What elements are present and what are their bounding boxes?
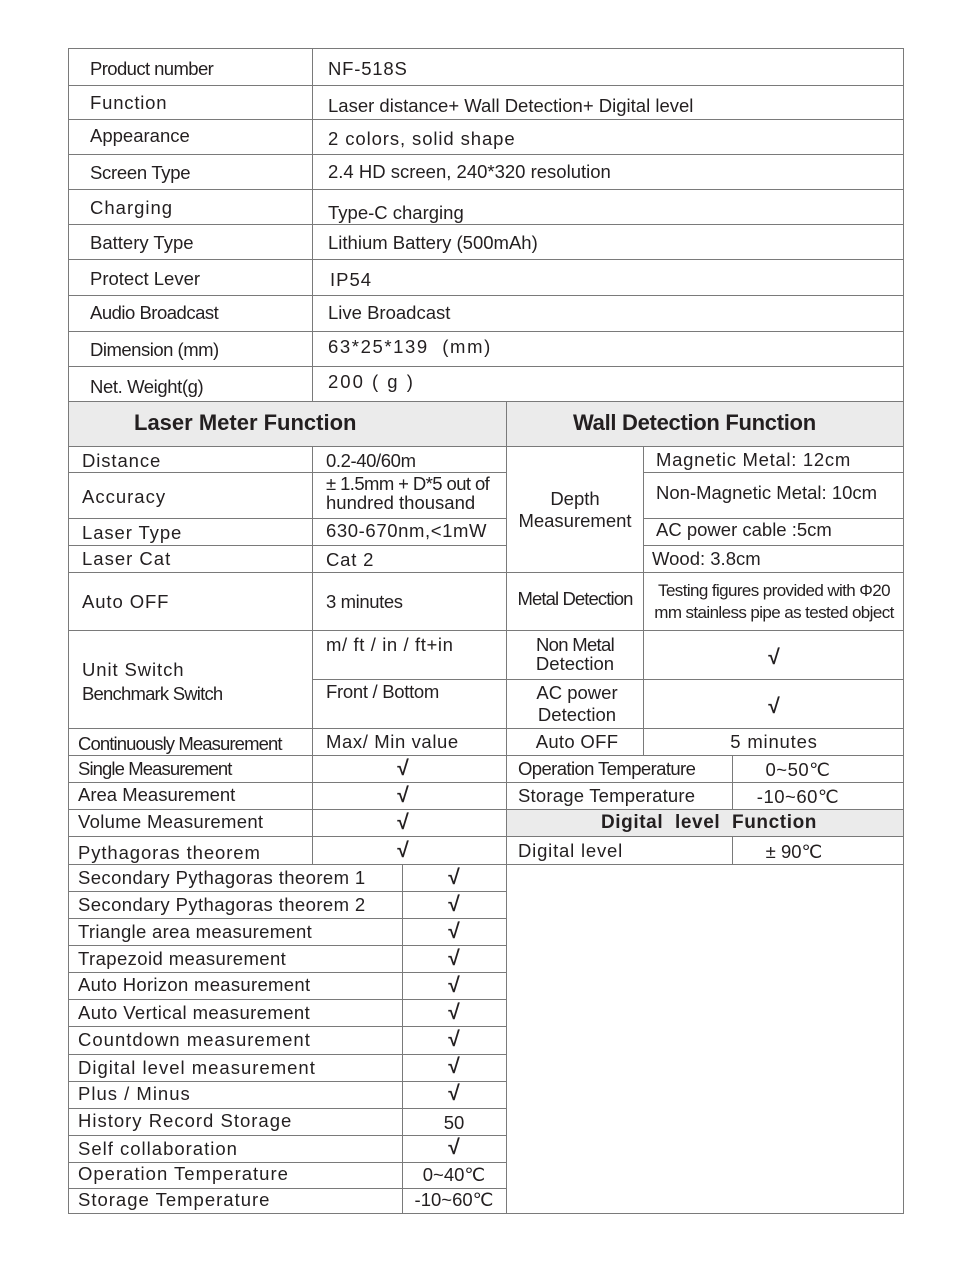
spec-label-net-weight: Net. Weight(g) [90, 376, 204, 397]
laser-label-area: Area Measurement [78, 784, 236, 805]
feature-value: √ [448, 947, 460, 970]
feature-value: √ [448, 1136, 460, 1159]
wall-non-metal-label-line2: Detection [535, 653, 615, 674]
feature-label: Operation Temperature [78, 1163, 289, 1184]
spec-label-screen-type: Screen Type [90, 162, 191, 183]
spec-value-product-number: NF-518S [328, 58, 408, 79]
level-section-title: Digital level Function [600, 812, 818, 833]
wall-metal-detection-value-line1: Testing figures provided with Φ20 [658, 581, 890, 600]
wall-depth-value: Magnetic Metal: 12cm [656, 449, 851, 470]
feature-label: Digital level measurement [78, 1057, 316, 1078]
spec-value-appearance: 2 colors, solid shape [328, 128, 516, 149]
wall-depth-value: AC power cable :5cm [656, 519, 832, 540]
wall-operation-temp-value: 0~50℃ [765, 759, 831, 780]
laser-label-continuous: Continuously Measurement [78, 733, 282, 754]
wall-ac-power-label-line2: Detection [537, 704, 617, 725]
laser-section-title: Laser Meter Function [134, 410, 357, 435]
spec-value-battery-type: Lithium Battery (500mAh) [328, 232, 538, 253]
spec-value-dimension: 63*25*139 (mm) [328, 336, 492, 357]
laser-check-area: √ [397, 784, 409, 807]
wall-storage-temp-value: -10~60℃ [756, 786, 840, 807]
wall-auto-off-label: Auto OFF [535, 731, 619, 752]
spec-label-appearance: Appearance [90, 125, 190, 146]
spec-value-audio-broadcast: Live Broadcast [328, 302, 451, 323]
feature-value: √ [448, 1055, 460, 1078]
wall-non-metal-label-line1: Non Metal [535, 634, 615, 655]
laser-label-accuracy: Accuracy [82, 486, 167, 507]
laser-value-continuous: Max/ Min value [326, 731, 459, 752]
wall-metal-detection-value-line2: mm stainless pipe as tested object [654, 603, 894, 622]
spec-label-product-number: Product number [90, 58, 214, 79]
spec-value-charging: Type-C charging [328, 202, 464, 223]
wall-depth-label-line1: Depth [550, 488, 600, 509]
laser-value-laser-cat: Cat 2 [326, 549, 375, 570]
laser-value-distance: 0.2-40/60m [326, 450, 416, 471]
wall-ac-power-label-line1: AC power [536, 682, 618, 703]
laser-value-accuracy-line2: hundred thousand [326, 492, 476, 513]
spec-label-dimension: Dimension (mm) [90, 339, 219, 360]
laser-value-auto-off: 3 minutes [326, 591, 403, 612]
spec-label-battery-type: Battery Type [90, 232, 194, 253]
feature-label: Auto Horizon measurement [78, 974, 311, 995]
laser-value-unit-switch: m/ ft / in / ft+in [326, 634, 454, 655]
wall-operation-temp-label: Operation Temperature [518, 758, 696, 779]
spec-value-function: Laser distance+ Wall Detection+ Digital level [328, 95, 694, 116]
laser-label-laser-cat: Laser Cat [82, 548, 172, 569]
spec-label-charging: Charging [90, 197, 174, 218]
feature-label: Self collaboration [78, 1138, 238, 1159]
feature-label: Auto Vertical measurement [78, 1002, 311, 1023]
laser-check-pythagoras: √ [397, 839, 409, 862]
laser-label-benchmark-switch: Benchmark Switch [82, 683, 223, 704]
feature-value: √ [448, 1001, 460, 1024]
spec-value-net-weight: 200 ( g ) [328, 371, 415, 392]
feature-value: √ [448, 893, 460, 916]
feature-label: Secondary Pythagoras theorem 1 [78, 867, 366, 888]
wall-depth-label-line2: Measurement [518, 510, 632, 531]
feature-value: -10~60℃ [414, 1189, 494, 1210]
feature-value: √ [448, 920, 460, 943]
feature-value: √ [448, 974, 460, 997]
feature-label: Countdown measurement [78, 1029, 311, 1050]
laser-label-unit-switch: Unit Switch [82, 659, 185, 680]
feature-label: Trapezoid measurement [78, 948, 287, 969]
wall-metal-detection-label: Metal Detection [517, 588, 633, 609]
spec-label-protect-lever: Protect Lever [90, 268, 201, 289]
laser-value-accuracy-line1: ± 1.5mm + D*5 out of [326, 473, 490, 494]
feature-label: Storage Temperature [78, 1189, 271, 1210]
laser-check-single: √ [397, 757, 409, 780]
feature-label: Triangle area measurement [78, 921, 313, 942]
wall-depth-value: Non-Magnetic Metal: 10cm [656, 482, 878, 503]
laser-label-distance: Distance [82, 450, 162, 471]
laser-value-laser-type: 630-670nm,<1mW [326, 520, 488, 541]
laser-label-single: Single Measurement [78, 758, 232, 779]
level-digital-level-label: Digital level [518, 840, 623, 861]
feature-label: History Record Storage [78, 1110, 293, 1131]
feature-value: √ [448, 1028, 460, 1051]
laser-value-benchmark-switch: Front / Bottom [326, 681, 440, 702]
feature-value: √ [448, 866, 460, 889]
feature-value: 50 [443, 1112, 465, 1133]
wall-auto-off-value: 5 minutes [730, 731, 818, 752]
spec-label-function: Function [90, 92, 168, 113]
wall-non-metal-check: √ [768, 646, 780, 669]
feature-label: Plus / Minus [78, 1083, 191, 1104]
wall-section-title: Wall Detection Function [573, 410, 816, 435]
level-digital-level-value: ± 90℃ [765, 841, 823, 862]
laser-label-laser-type: Laser Type [82, 522, 183, 543]
laser-label-volume: Volume Measurement [78, 811, 264, 832]
laser-check-volume: √ [397, 811, 409, 834]
laser-label-pythagoras: Pythagoras theorem [78, 842, 261, 863]
feature-value: 0~40℃ [422, 1164, 486, 1185]
wall-storage-temp-label: Storage Temperature [518, 785, 696, 806]
wall-ac-power-check: √ [768, 695, 780, 718]
feature-label: Secondary Pythagoras theorem 2 [78, 894, 366, 915]
feature-value: √ [448, 1082, 460, 1105]
spec-value-protect-lever: IP54 [330, 269, 373, 290]
spec-value-screen-type: 2.4 HD screen, 240*320 resolution [328, 161, 611, 182]
laser-label-auto-off: Auto OFF [82, 591, 170, 612]
wall-depth-value: Wood: 3.8cm [652, 548, 761, 569]
spec-label-audio-broadcast: Audio Broadcast [90, 302, 219, 323]
